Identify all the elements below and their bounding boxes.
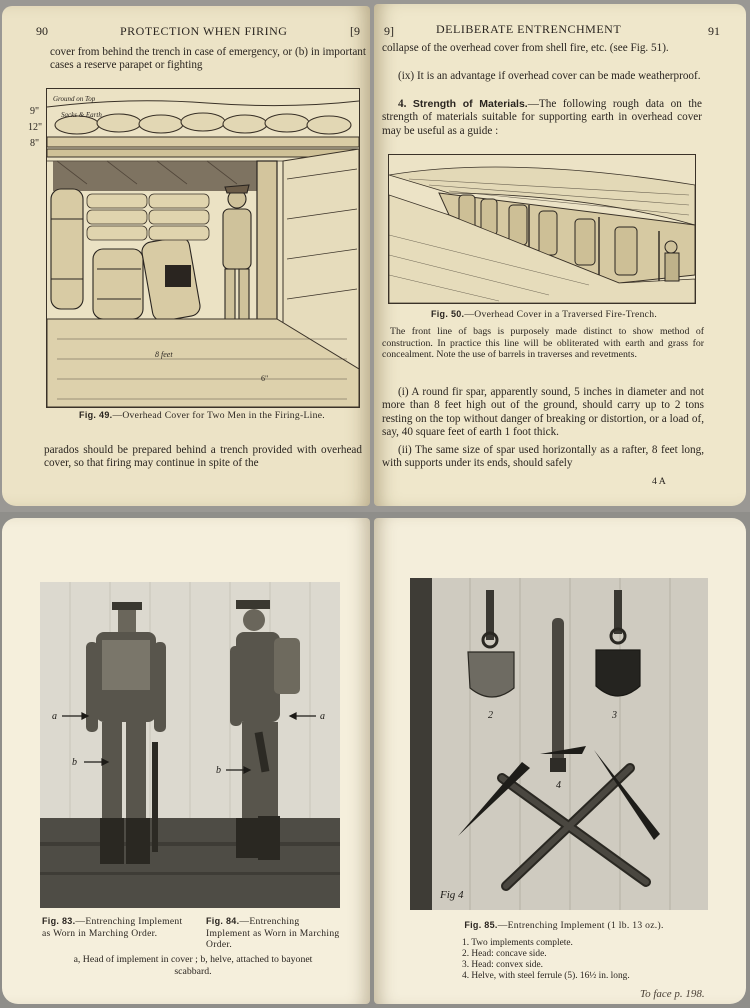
measure-9: 9" — [30, 106, 40, 117]
label-sacks: Sacks & Earth — [61, 111, 102, 119]
figure-84-number: Fig. 84. — [206, 916, 240, 926]
figure-83-caption — [42, 916, 192, 939]
list-item: 1. Two implements complete. — [462, 938, 573, 948]
bottom-book-spread — [0, 512, 750, 1008]
section-title: Strength of Materials. — [412, 98, 528, 110]
figure-83-number: Fig. 83. — [42, 916, 76, 926]
figure-85-caption — [414, 920, 714, 932]
header-mark: 9] — [384, 24, 394, 38]
figure-legend: a, Head of implement in cover ; b, helve, attached to bayonet scabbard. — [73, 954, 313, 977]
header-mark: [9 — [350, 24, 360, 38]
marker-a-right: a — [320, 711, 325, 722]
label-six: 6" — [261, 374, 269, 383]
page-91 — [374, 4, 746, 506]
section-text: —The following rough data on the strength of materials suitable for supporting earth in overhead cover may be useful as a guide : — [382, 98, 702, 137]
figure-85-number: Fig. 85. — [464, 920, 498, 930]
figure-50-number: Fig. 50. — [430, 309, 465, 319]
figure-85-title: —Entrenching Implement (1 lb. 13 oz.). — [497, 920, 664, 931]
figure-49-title: —Overhead Cover for Two Men in the Firing-Line. — [112, 410, 325, 421]
traversed-trench-drawing — [389, 155, 695, 303]
label-ground: Ground on Top — [53, 95, 96, 103]
item-i: (i) A round fir spar, apparently sound, 5 inches in diameter and not more than 8 feet high out of the ground, should carry up to 2 tons resting on the top without danger of breaking or distortion, or a load of, say, 40 square feet of earth 1 foot thick. — [382, 386, 704, 439]
tools-photo — [410, 578, 708, 910]
marker-a-left: a — [52, 711, 57, 722]
photo-entrenching-tools — [410, 578, 708, 910]
trench-drawing — [47, 89, 359, 407]
running-header: DELIBERATE ENTRENCHMENT — [436, 22, 622, 36]
section-strength — [382, 98, 702, 138]
page-number: 91 — [708, 24, 720, 38]
page-90 — [2, 6, 370, 506]
figure-84-caption — [206, 916, 346, 951]
marker-b-left: b — [72, 757, 77, 768]
paragraph-collapse: collapse of the overhead cover from shell fire, etc. (see Fig. 51). — [382, 42, 669, 54]
paragraph-top: cover from behind the trench in case of emergency, or (b) in important cases a reserve parapet or fighting — [50, 46, 366, 72]
figure-84-title: —Entrenching Implement as Worn in Marching Order. — [206, 916, 340, 950]
figure-50-caption — [384, 309, 704, 321]
plate-page-right — [374, 518, 746, 1004]
page-number: 90 — [36, 24, 48, 38]
figure-85-list — [462, 938, 712, 982]
figure-49-illustration — [46, 88, 360, 408]
running-header: PROTECTION WHEN FIRING — [120, 24, 288, 38]
figure-83-title: —Entrenching Implement as Worn in Marching Order. — [42, 916, 183, 939]
figure-50-title: —Overhead Cover in a Traversed Fire-Trench. — [464, 309, 658, 320]
section-number: 4. — [398, 98, 407, 110]
paragraph-bottom: parados should be prepared behind a trench provided with overhead cover, so that firing may continue in spite of the — [44, 444, 362, 470]
paragraph-weatherproof: (ix) It is an advantage if overhead cover can be made weatherproof. — [398, 70, 701, 82]
figure-50-illustration — [388, 154, 696, 304]
photo-label-3: 3 — [612, 710, 617, 721]
photo-label-2: 2 — [488, 710, 493, 721]
soldiers-photo — [40, 582, 340, 908]
figure-50-note: The front line of bags is purposely made distinct to show method of construction. In practice this line will be obliterated with earth and grass for concealment. Note the use of barrels in traverses and revetments. — [382, 326, 704, 361]
measure-12: 12" — [28, 122, 43, 133]
figure-49-caption — [42, 410, 362, 422]
figure-49-number: Fig. 49. — [79, 410, 113, 420]
label-feet: 8 feet — [155, 350, 173, 359]
photo-soldiers — [40, 582, 340, 908]
item-ii: (ii) The same size of spar used horizontally as a rafter, 8 feet long, with supports under its ends, should safely — [382, 444, 704, 470]
photo-label-4: 4 — [556, 780, 561, 791]
list-item: 3. Head: convex side. — [462, 960, 543, 970]
facing-page-note: To face p. 198. — [640, 988, 705, 1000]
measure-8: 8" — [30, 138, 40, 149]
marker-b-right: b — [216, 765, 221, 776]
signature-mark: 4 A — [652, 476, 666, 487]
list-item: 4. Helve, with steel ferrule (5). 16½ in. long. — [462, 971, 630, 981]
photo-signature: Fig 4 — [440, 889, 464, 901]
list-item: 2. Head: concave side. — [462, 949, 547, 959]
plate-page-left — [2, 518, 370, 1004]
